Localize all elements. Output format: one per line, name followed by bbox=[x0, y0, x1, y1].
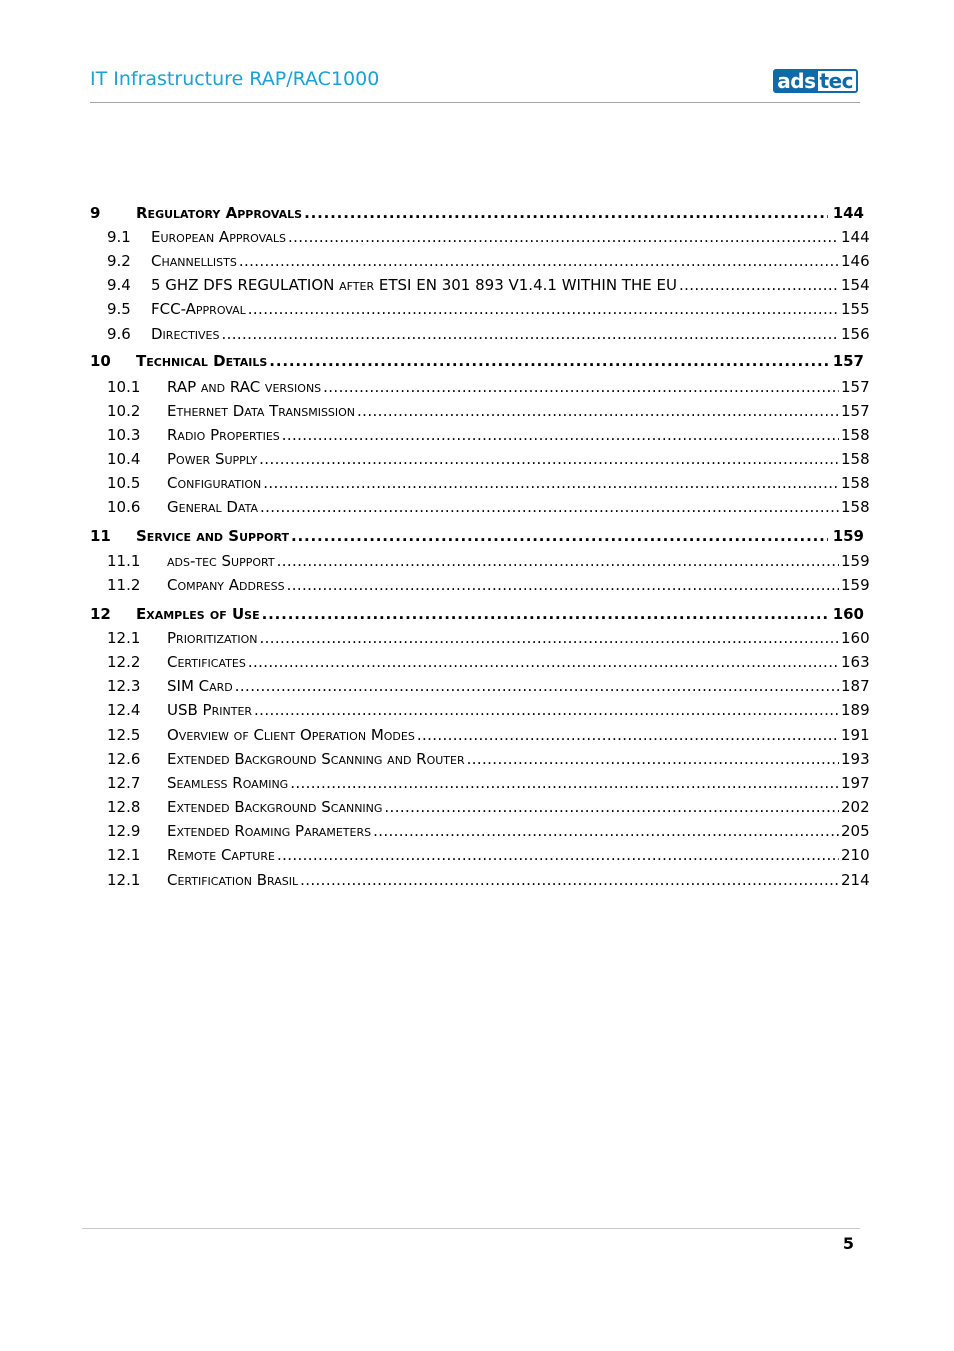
toc-entry-number: 11 bbox=[90, 527, 111, 545]
toc-entry-number: 10.4 bbox=[107, 450, 141, 468]
toc-entry-page: 202 bbox=[841, 798, 870, 816]
toc-dot-leader bbox=[679, 276, 839, 294]
toc-dot-leader bbox=[373, 822, 839, 840]
toc-entry-title: 5 GHZ DFS REGULATION after ETSI EN 301 893 V1.4.1 WITHIN THE EU bbox=[151, 276, 677, 294]
toc-entry-page: 193 bbox=[841, 750, 870, 768]
toc-entry-page: 163 bbox=[841, 653, 870, 671]
toc-entry-page: 157 bbox=[832, 352, 864, 370]
toc-dot-leader bbox=[260, 629, 840, 647]
toc-entry-number: 12.4 bbox=[107, 701, 141, 719]
toc-entry-title: Prioritization bbox=[167, 629, 258, 647]
toc-chapter-entry[interactable] bbox=[90, 605, 864, 629]
toc-entry-title: European Approvals bbox=[151, 228, 287, 246]
toc-entry-number: 12 bbox=[90, 605, 111, 623]
toc-entry-number: 12.1 bbox=[107, 871, 141, 889]
toc-entry-number: 9.5 bbox=[107, 300, 131, 318]
toc-section-entry[interactable] bbox=[90, 798, 869, 822]
toc-entry-title: Service and Support bbox=[136, 527, 289, 545]
toc-entry-number: 12.6 bbox=[107, 750, 141, 768]
toc-entry-title: Technical Details bbox=[136, 352, 268, 370]
toc-entry-title: ads-tec Support bbox=[167, 552, 275, 570]
toc-entry-title: RAP and RAC versions bbox=[167, 378, 322, 396]
toc-dot-leader bbox=[263, 474, 839, 492]
toc-dot-leader bbox=[282, 426, 839, 444]
toc-entry-number: 12.8 bbox=[107, 798, 141, 816]
toc-entry-page: 159 bbox=[841, 576, 870, 594]
toc-entry-page: 210 bbox=[841, 846, 870, 864]
toc-entry-page: 158 bbox=[841, 450, 870, 468]
document-title: IT Infrastructure RAP/RAC1000 bbox=[90, 68, 380, 90]
toc-entry-title: Overview of Client Operation Modes bbox=[167, 726, 415, 744]
toc-dot-leader bbox=[235, 677, 839, 695]
toc-dot-leader bbox=[277, 552, 839, 570]
toc-section-entry[interactable] bbox=[90, 629, 869, 653]
footer-divider bbox=[82, 1228, 860, 1229]
toc-entry-title: Examples of Use bbox=[136, 605, 260, 623]
toc-entry-title: Extended Roaming Parameters bbox=[167, 822, 372, 840]
toc-entry-number: 9 bbox=[90, 204, 101, 222]
toc-section-entry[interactable] bbox=[90, 576, 869, 600]
toc-section-entry[interactable] bbox=[90, 228, 869, 252]
toc-entry-title: Channellists bbox=[151, 252, 237, 270]
toc-chapter-entry[interactable] bbox=[90, 527, 864, 551]
toc-section-entry[interactable] bbox=[90, 701, 869, 725]
toc-entry-page: 159 bbox=[841, 552, 870, 570]
toc-dot-leader bbox=[300, 871, 839, 889]
toc-section-entry[interactable] bbox=[90, 822, 869, 846]
toc-entry-title: Certificates bbox=[167, 653, 246, 671]
toc-entry-number: 10.5 bbox=[107, 474, 141, 492]
toc-entry-title: Configuration bbox=[167, 474, 262, 492]
toc-entry-page: 205 bbox=[841, 822, 870, 840]
toc-entry-page: 144 bbox=[841, 228, 870, 246]
toc-entry-page: 144 bbox=[832, 204, 864, 222]
toc-entry-page: 155 bbox=[841, 300, 870, 318]
toc-entry-page: 159 bbox=[832, 527, 864, 545]
toc-entry-number: 11.2 bbox=[107, 576, 141, 594]
toc-dot-leader bbox=[357, 402, 839, 420]
toc-entry-title: Ethernet Data Transmission bbox=[167, 402, 356, 420]
toc-section-entry[interactable] bbox=[90, 450, 869, 474]
toc-entry-page: 160 bbox=[841, 629, 870, 647]
toc-entry-number: 10.1 bbox=[107, 378, 141, 396]
toc-entry-title: Power Supply bbox=[167, 450, 258, 468]
toc-entry-title: FCC-Approval bbox=[151, 300, 246, 318]
toc-dot-leader bbox=[269, 352, 828, 370]
toc-section-entry[interactable] bbox=[90, 846, 869, 870]
toc-entry-page: 160 bbox=[832, 605, 864, 623]
toc-entry-title: Seamless Roaming bbox=[167, 774, 289, 792]
toc-dot-leader bbox=[291, 527, 828, 545]
toc-section-entry[interactable] bbox=[90, 474, 869, 498]
toc-section-entry[interactable] bbox=[90, 871, 869, 895]
toc-dot-leader bbox=[259, 450, 839, 468]
toc-entry-page: 189 bbox=[841, 701, 870, 719]
toc-entry-page: 154 bbox=[841, 276, 870, 294]
toc-entry-number: 9.2 bbox=[107, 252, 131, 270]
toc-entry-title: General Data bbox=[167, 498, 258, 516]
toc-entry-page: 156 bbox=[841, 325, 870, 343]
toc-section-entry[interactable] bbox=[90, 300, 869, 324]
toc-entry-number: 9.4 bbox=[107, 276, 131, 294]
toc-chapter-entry[interactable] bbox=[90, 204, 864, 228]
toc-entry-number: 12.5 bbox=[107, 726, 141, 744]
toc-entry-title: Remote Capture bbox=[167, 846, 275, 864]
toc-section-entry[interactable] bbox=[90, 774, 869, 798]
toc-entry-page: 187 bbox=[841, 677, 870, 695]
toc-entry-page: 214 bbox=[841, 871, 870, 889]
toc-section-entry[interactable] bbox=[90, 552, 869, 576]
toc-entry-page: 158 bbox=[841, 498, 870, 516]
toc-entry-number: 12.2 bbox=[107, 653, 141, 671]
page-header bbox=[90, 66, 860, 104]
toc-section-entry[interactable] bbox=[90, 426, 869, 450]
toc-section-entry[interactable] bbox=[90, 325, 869, 349]
toc-entry-number: 10.6 bbox=[107, 498, 141, 516]
ads-tec-logo bbox=[773, 69, 858, 93]
toc-entry-page: 158 bbox=[841, 474, 870, 492]
toc-entry-title: Company Address bbox=[167, 576, 285, 594]
toc-section-entry[interactable] bbox=[90, 726, 869, 750]
toc-entry-number: 12.9 bbox=[107, 822, 141, 840]
toc-entry-number: 12.1 bbox=[107, 846, 141, 864]
toc-entry-page: 146 bbox=[841, 252, 870, 270]
header-divider bbox=[90, 102, 860, 103]
toc-dot-leader bbox=[467, 750, 839, 768]
toc-entry-number: 11.1 bbox=[107, 552, 141, 570]
toc-dot-leader bbox=[417, 726, 839, 744]
toc-entry-title: Extended Background Scanning bbox=[167, 798, 383, 816]
toc-entry-title: SIM Card bbox=[167, 677, 233, 695]
toc-entry-number: 9.1 bbox=[107, 228, 131, 246]
toc-entry-title: Extended Background Scanning and Router bbox=[167, 750, 465, 768]
toc-dot-leader bbox=[260, 498, 839, 516]
logo-text-tec: tec bbox=[818, 69, 858, 93]
toc-dot-leader bbox=[248, 300, 839, 318]
toc-entry-page: 191 bbox=[841, 726, 870, 744]
toc-section-entry[interactable] bbox=[90, 677, 869, 701]
toc-dot-leader bbox=[239, 252, 839, 270]
toc-dot-leader bbox=[323, 378, 839, 396]
toc-entry-number: 9.6 bbox=[107, 325, 131, 343]
toc-section-entry[interactable] bbox=[90, 653, 869, 677]
toc-section-entry[interactable] bbox=[90, 498, 869, 522]
toc-entry-page: 157 bbox=[841, 402, 870, 420]
toc-section-entry[interactable] bbox=[90, 402, 869, 426]
toc-entry-title: Directives bbox=[151, 325, 220, 343]
toc-entry-number: 10.2 bbox=[107, 402, 141, 420]
toc-dot-leader bbox=[304, 204, 828, 222]
page-number: 5 bbox=[842, 1234, 854, 1253]
toc-entry-title: Regulatory Approvals bbox=[136, 204, 303, 222]
toc-section-entry[interactable] bbox=[90, 252, 869, 276]
toc-dot-leader bbox=[277, 846, 839, 864]
toc-dot-leader bbox=[248, 653, 839, 671]
toc-entry-page: 157 bbox=[841, 378, 870, 396]
toc-entry-number: 12.1 bbox=[107, 629, 141, 647]
toc-dot-leader bbox=[288, 228, 839, 246]
toc-dot-leader bbox=[384, 798, 839, 816]
toc-dot-leader bbox=[287, 576, 839, 594]
toc-section-entry[interactable] bbox=[90, 378, 869, 402]
toc-entry-title: USB Printer bbox=[167, 701, 253, 719]
toc-dot-leader bbox=[254, 701, 839, 719]
toc-entry-title: Radio Properties bbox=[167, 426, 280, 444]
toc-dot-leader bbox=[290, 774, 839, 792]
toc-section-entry[interactable] bbox=[90, 750, 869, 774]
toc-entry-page: 197 bbox=[841, 774, 870, 792]
toc-dot-leader bbox=[262, 605, 828, 623]
toc-entry-number: 10.3 bbox=[107, 426, 141, 444]
toc-entry-number: 12.3 bbox=[107, 677, 141, 695]
toc-entry-title: Certification Brasil bbox=[167, 871, 299, 889]
toc-entry-number: 12.7 bbox=[107, 774, 141, 792]
logo-text-ads: ads bbox=[773, 69, 817, 93]
toc-dot-leader bbox=[222, 325, 840, 343]
toc-section-entry[interactable] bbox=[90, 276, 869, 300]
toc-entry-number: 10 bbox=[90, 352, 111, 370]
toc-chapter-entry[interactable] bbox=[90, 352, 864, 376]
toc-entry-page: 158 bbox=[841, 426, 870, 444]
